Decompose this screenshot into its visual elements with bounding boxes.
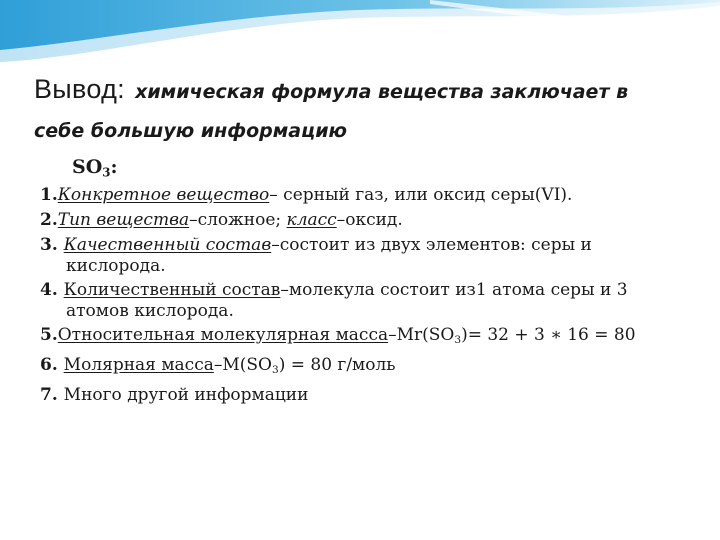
term: Тип вещества [57,210,190,230]
term: Молярная масса [63,354,214,375]
info-list [40,183,700,408]
list-item: 7. Много другой информации [40,384,309,405]
formula-heading: $SO_3$: [72,156,118,180]
term: Конкретное вещество [57,185,270,205]
term: класс [286,210,337,230]
list-item: 4. Количественный состав–молекула состоит из1 атома серы и 3 [40,280,628,300]
list-item-continuation: кислорода. [66,256,166,276]
term: Качественный состав [63,235,272,255]
list-item: 2.Тип вещества–сложное; класс–оксид. [40,210,403,230]
list-item: 5.Относительная молекулярная масса–$Mr(SO_3)= 32 + 3$ ∗ 16 = 80 [40,325,636,346]
title-line-2: себе большую информацию [34,120,347,142]
slide-title [34,68,694,106]
list-item: 6. Молярная масса–$M(SO_3) = 80$ г/моль [40,354,396,376]
list-item: 3. Качественный состав–состоит из двух элементов: серы и [40,235,592,255]
title-text: химическая формула вещества заключает в [135,81,629,103]
title-lead: Вывод: [34,74,125,104]
term: Относительная молекулярная масса [57,325,389,345]
term: Количественный состав [63,280,281,300]
list-item-continuation: атомов кислорода. [66,301,234,321]
list-item: 1.Конкретное вещество– серный газ, или оксид серы(VI). [40,185,573,205]
